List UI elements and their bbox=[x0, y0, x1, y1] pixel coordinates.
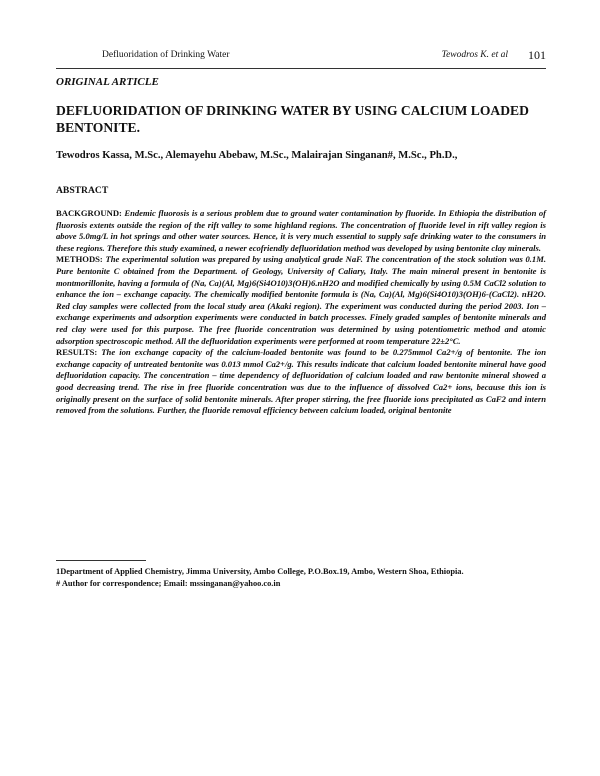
article-type: ORIGINAL ARTICLE bbox=[56, 76, 159, 88]
author-list: Tewodros Kassa, M.Sc., Alemayehu Abebaw, M.Sc., Malairajan Singanan#, M.Sc., Ph.D., bbox=[56, 150, 458, 161]
footnote-correspondence: # Author for correspondence; Email: mssinganan@yahoo.co.in bbox=[56, 579, 281, 589]
abstract-body bbox=[56, 208, 546, 417]
results-label: RESULTS: bbox=[56, 347, 98, 358]
abstract-heading: ABSTRACT bbox=[56, 185, 109, 196]
running-title: Defluoridation of Drinking Water bbox=[102, 50, 230, 60]
methods-text: The experimental solution was prepared by using analytical grade NaF. The concentration of the stock solution was 0.1M. Pure bentonite C obtained from the Department. of Geology, University of Caliary, Italy. The main mineral present in bentonite is montmorillonite, having a formula of (Na, Ca)(Al, Mg)6(Si4O10)3(OH)6.nH2O and modified chemically by using 0.5M CaCl2 solution to enhance the ion – exchange capacity. The chemically modified bentonite formula is (Na, Ca)(Al, Mg)6(Si4O10)3(OH)6-(CaCl2). nH2O. Red clay samples were collected from the local study area (Akaki region). The experiment was conducted during the period 2003. Ion – exchange experiments and adsorption experiments were conducted in batch processes. Finely graded samples of bentonite minerals and red clay were used for this purpose. The free fluoride concentration was determined by using potentiometric method and atomic adsorption spectroscopic method. All the defluoridation experiments were performed at room temperature 22±2°C. bbox=[56, 254, 546, 346]
footnote-affiliation: 1Department of Applied Chemistry, Jimma University, Ambo College, P.O.Box.19, Ambo, Western Shoa, Ethiopia. bbox=[56, 567, 464, 576]
paper-title: DEFLUORIDATION OF DRINKING WATER BY USING CALCIUM LOADED BENTONITE. bbox=[56, 103, 529, 135]
header-rule bbox=[56, 68, 546, 69]
results-text: The ion exchange capacity of the calcium-loaded bentonite was found to be 0.275mmol Ca2+/g of bentonite. The ion exchange capacity of untreated bentonite was 0.013 mmol Ca2+/g. This results indicate that calcium loaded bentonite mineral have good defluoridation capacity. The concentration – time dependency of defluoridation of calcium loaded and raw bentonite mineral showed a good decreasing trend. The rise in free fluoride concentration was due to the influence of dissolved Ca2+ ions, because this ion is originally present on the surface of solid bentonite minerals. After proper stirring, the free fluoride ions precipitated as CaF2 and intern removed from the solutions. Further, the fluoride removal efficiency between calcium loaded, original bentonite bbox=[56, 347, 546, 416]
background-text: Endemic fluorosis is a serious problem due to ground water contamination by fluoride. In Ethiopia the distribution of fluorosis extents outside the region of the rift valley to some highland regions. The concentration of fluoride level in rift valley region is above 5.0mg/L in hot springs and other water sources. Hence, it is very much essential to supply safe drinking water to the consumers in these regions. Therefore this study examined, a newer ecofriendly defluoridation method was developed by using bentonite clay minerals. bbox=[56, 208, 546, 253]
background-label: BACKGROUND: bbox=[56, 208, 122, 218]
running-header bbox=[56, 50, 546, 66]
abstract-results bbox=[56, 347, 546, 417]
methods-label: METHODS: bbox=[56, 254, 103, 265]
page-number: 101 bbox=[528, 48, 546, 62]
footnote-rule bbox=[56, 560, 146, 561]
abstract-methods bbox=[56, 254, 546, 347]
running-author: Tewodros K. et al bbox=[441, 50, 508, 60]
footnotes bbox=[56, 566, 546, 590]
abstract-background bbox=[56, 208, 546, 254]
